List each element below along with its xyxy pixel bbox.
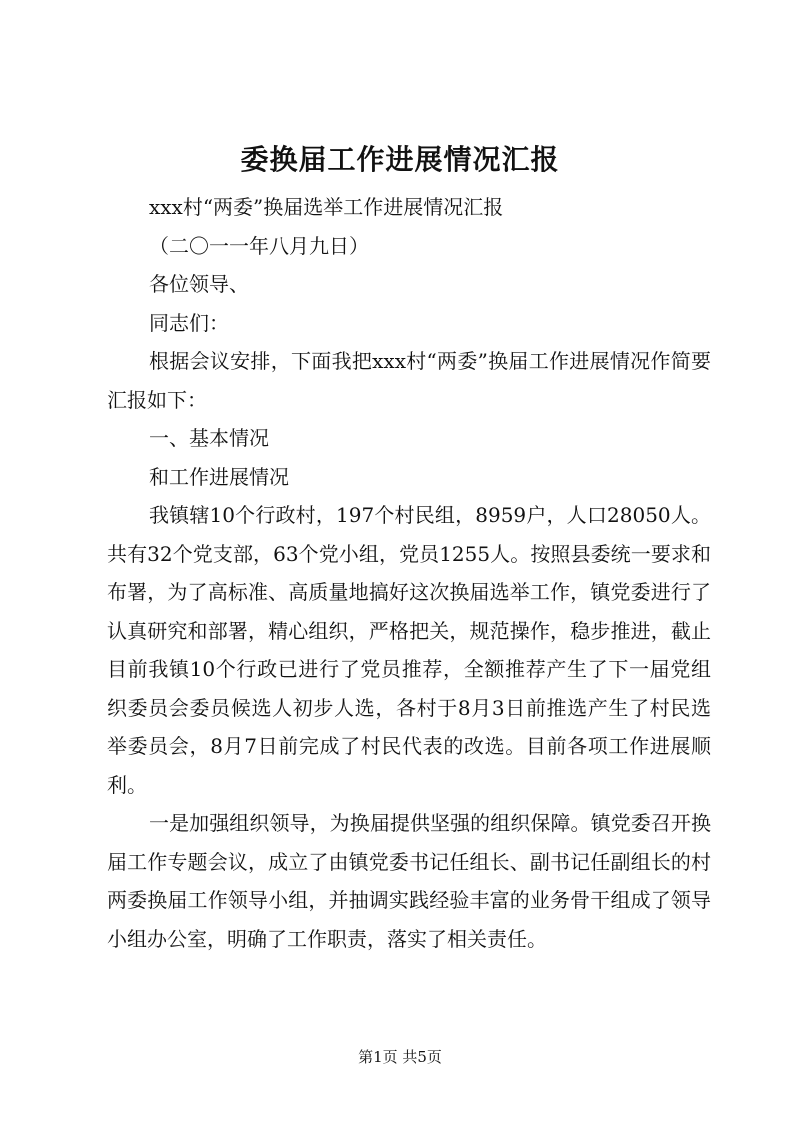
document-body — [107, 188, 711, 958]
body-paragraph: 一是加强组织领导，为换届提供坚强的组织保障。镇党委召开换届工作专题会议，成立了由镇党委书记任组长、副书记任副组长的村两委换届工作领导小组，并抽调实践经验丰富的业务骨干组成了领导小组办公室，明确了工作职责，落实了相关责任。 — [107, 811, 711, 951]
page-footer: 第1页 共5页 — [358, 1048, 442, 1066]
report-date: （二〇一一年八月九日） — [149, 233, 369, 258]
body-paragraph: 我镇辖10个行政村，197个村民组，8959户，人口28050人。共有32个党支部，63个党小组，党员1255人。按照县委统一要求和布署，为了高标准、高质量地搞好这次换届选举工作，镇党委进行了认真研究和部署，精心组织，严格把关，规范操作，稳步推进，截止目前我镇10个行政已进行了党员推荐，全额推荐产生了下一届党组织委员会委员候选人初步人选，各村于8月3日前推选产生了村民选举委员会，8月7日前完成了村民代表的改选。目前各项工作进展顺利。 — [107, 503, 711, 797]
report-subtitle: xxx村“两委”换届选举工作进展情况汇报 — [149, 195, 504, 219]
salutation-comrades: 同志们： — [149, 310, 229, 335]
intro-paragraph: 根据会议安排，下面我把xxx村“两委”换届工作进展情况作简要汇报如下： — [107, 349, 711, 412]
document-title: 委换届工作进展情况汇报 — [240, 143, 560, 176]
salutation-leaders: 各位领导、 — [149, 272, 249, 296]
section-heading-continued: 和工作进展情况 — [149, 464, 289, 489]
section-heading: 一、基本情况 — [149, 426, 269, 450]
